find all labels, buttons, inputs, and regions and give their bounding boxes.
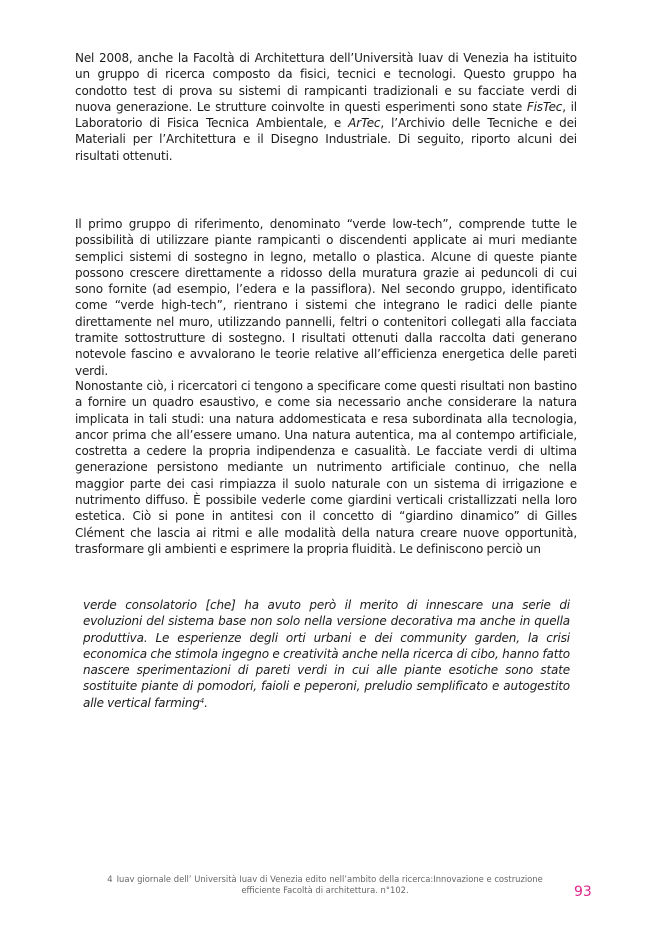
- paragraph-low-high-tech: Il primo gruppo di riferimento, denominato “verde low-tech”, comprende tutte le possibilità di utilizzare piante rampicanti o discendenti applicate ai muri mediante semplici sistemi di sostegno in legno, metallo o plastica. Alcune di queste piante possono crescere direttamente a ridosso della muratura grazie ai peduncoli di cui sono fornite (ad esempio, l’edera e la passiflora). Nel secondo gruppo, identificato come “verde high-tech”, rientrano i sistemi che integrano le radici delle piante direttamente nel muro, utilizzando pannelli, feltri o contenitori collegati alla facciata tramite sottostrutture di sostegno. I risultati ottenuti dalla raccolta dati generano notevole fascino e avvalorano le teorie relative all’efficienza energetica delle pareti verdi.: [75, 217, 577, 378]
- p1-text-e: , l’Archivio delle Tecniche e dei Materiali per l’Architettura e il Disegno Industriale. Di seguito, riporto alcuni dei risultati ottenuti.: [75, 116, 577, 163]
- footnote-text: Iuav giornale dell’ Università Iuav di Venezia edito nell’ambito della ricerca:Innovazione e costruzione efficiente Facoltà di architettura. n°102.: [116, 874, 543, 895]
- quote-end: .: [204, 695, 208, 710]
- p1-text-c: , il Laboratorio di Fisica Tecnica Ambientale, e: [75, 99, 577, 131]
- quote-text: verde consolatorio [che] ha avuto però il merito di innescare una serie di evoluzioni del sistema base non solo nella versione decorativa ma anche in quella produttiva. Le esperienze degli orti urbani e dei community garden, la crisi economica che stimola ingegno e creatività anche nella ricerca di cibo, hanno fatto nascere sperimentazioni di pareti verdi in cui alle piante esotiche sono state sostituite piante di pomodori, faioli e peperoni, preludio semplificato e autogestito alle vertical farming: [83, 598, 570, 710]
- paragraph-researchers-note: Nonostante ciò, i ricercatori ci tengono a specificare come questi risultati non bastino a fornire un quadro esaustivo, e come sia necessario anche considerare la natura implicata in tali studi: una natura addomesticata e resa subordinata alla tecnologia, ancor prima che all’essere umano. Una natura autentica, ma al contempo artificiale, costretta a cedere la propria indipendenza e casualità. Le facciate verdi di ultima generazione persistono mediante un nutrimento artificiale continuo, che nella maggior parte dei casi rimpiazza il suolo naturale con un sistema di irrigazione e nutrimento diffuso. È possibile vederle come giardini verticali cristallizzati nella loro estetica. Ciò si pone in antitesi con il concetto di “giardino dinamico” di Gilles Clément che lascia ai ritmi e alle modalità della natura creare nuove opportunità, trasformare gli ambienti e esprimere la propria fluidità. Le definiscono perciò un: [75, 379, 577, 556]
- p1-text-a: Nel 2008, anche la Facoltà di Architettura dell’Università Iuav di Venezia ha istituito un gruppo di ricerca composto da fisici, tecnici e tecnologi. Questo gruppo ha condotto test di prova su sistemi di rampicanti tradizionali e su facciate verdi di nuova generazione. Le strutture coinvolte in questi esperimenti sono state: [75, 51, 577, 114]
- block-quote: [83, 597, 570, 711]
- footnote: [90, 874, 560, 895]
- p1-artec: ArTec: [348, 116, 381, 131]
- p1-fistec: FisTec: [526, 99, 563, 114]
- footnote-reference: 4: [199, 696, 205, 705]
- paragraph-iuav-research: [75, 50, 577, 164]
- page-number: 93: [574, 884, 592, 900]
- footnote-number: 4: [107, 874, 113, 884]
